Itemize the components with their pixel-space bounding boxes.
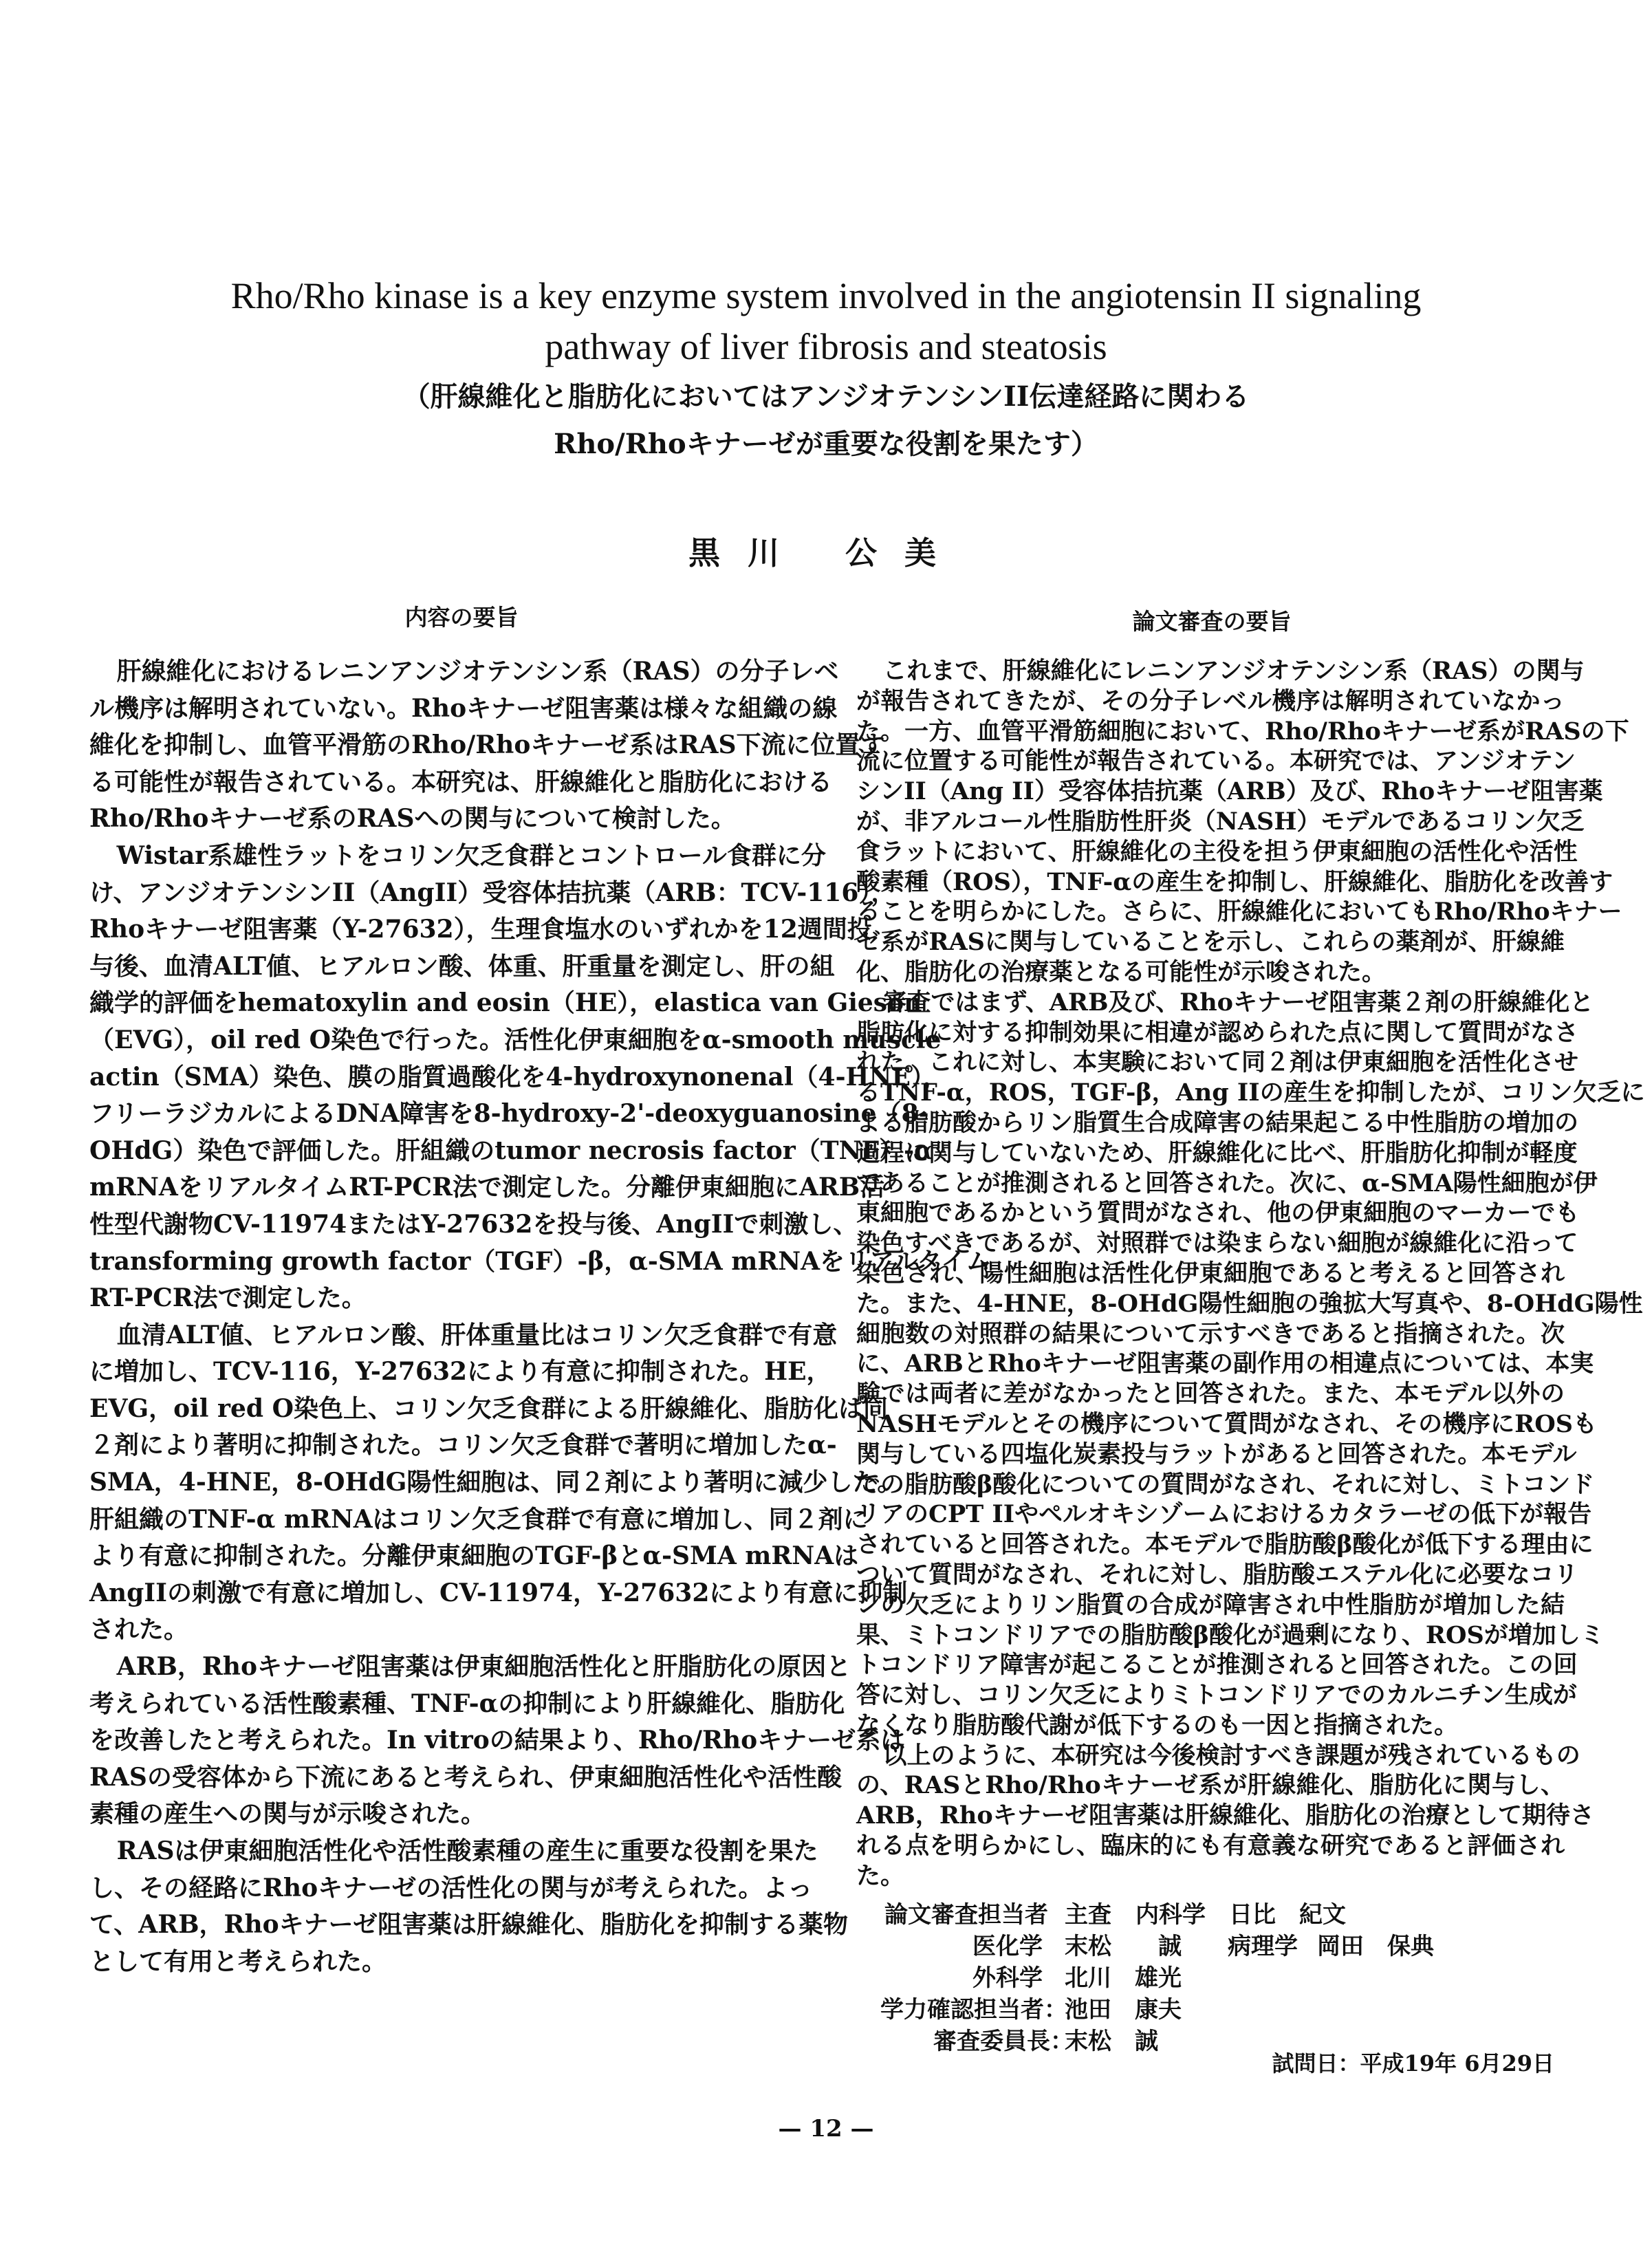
review-column xyxy=(856,656,1645,1891)
text-line: 肝組織のTNF-α mRNAはコリン欠乏食群で有意に増加し、同２剤に xyxy=(89,1504,868,1534)
text-line: た。一方、血管平滑筋細胞において、Rho/Rhoキナーゼ系がRASの下 xyxy=(856,717,1629,746)
text-line: OHdG）染色で評価した。肝組織のtumor necrosis factor（TNF）-α xyxy=(89,1136,933,1165)
text-line: が報告されてきたが、その分子レベル機序は解明されていなかっ xyxy=(856,686,1565,715)
text-line: 考えられている活性酸素種、TNF-αの抑制により肝線維化、脂肪化 xyxy=(89,1689,845,1718)
paragraph xyxy=(856,656,1629,988)
text-line: た。 xyxy=(856,1861,905,1890)
text-line: シンII（Ang II）受容体拮抗薬（ARB）及び、Rhoキナーゼ阻害薬 xyxy=(856,777,1603,806)
text-line: これまで、肝線維化にレニンアンジオテンシン系（RAS）の関与 xyxy=(882,657,1585,685)
text-line: る可能性が報告されている。本研究は、肝線維化と脂肪化における xyxy=(89,767,833,796)
title-english-line-2: pathway of liver fibrosis and steatosis xyxy=(545,326,1107,367)
text-line: 維化を抑制し、血管平滑筋のRho/Rhoキナーゼ系はRAS下流に位置す xyxy=(89,730,885,760)
text-line: actin（SMA）染色、膜の脂質過酸化を4-hydroxynonenal（4-HNE）， xyxy=(89,1062,948,1092)
text-line: るTNF-α，ROS，TGF-β，Ang IIの産生を抑制したが、コリン欠乏に xyxy=(856,1078,1645,1107)
text-line: 与後、血清ALT値、ヒアルロン酸、体重、肝重量を測定し、肝の組 xyxy=(89,951,835,981)
page-number: — 12 — xyxy=(778,2115,874,2143)
summary-heading: 内容の要旨 xyxy=(404,604,519,631)
paragraph xyxy=(856,988,1645,1741)
text-line: よる脂肪酸からリン脂質生合成障害の結果起こる中性脂肪の増加の xyxy=(856,1108,1579,1137)
text-line: 化、脂肪化の治療薬となる可能性が示唆された。 xyxy=(856,957,1387,986)
review-heading: 論文審査の要旨 xyxy=(1132,608,1292,635)
text-line: た。また、4-HNE，8-OHdG陽性細胞の強拡大写真や、8-OHdG陽性 xyxy=(856,1289,1643,1318)
text-line: に、ARBとRhoキナーゼ阻害薬の副作用の相違点については、本実 xyxy=(856,1349,1594,1378)
committee-chair-name: 末松 誠 xyxy=(1065,2028,1158,2055)
text-line: transforming growth factor（TGF）-β，α-SMA mRNAをリアルタイム xyxy=(89,1246,991,1276)
text-line: 食ラットにおいて、肝線維化の主役を担う伊東細胞の活性化や活性 xyxy=(856,837,1578,866)
text-line: 答に対し、コリン欠乏によりミトコンドリアでのカルニチン生成が xyxy=(856,1681,1577,1710)
text-line: なくなり脂肪酸代謝が低下するのも一因と指摘された。 xyxy=(856,1711,1459,1739)
paragraph xyxy=(89,1317,908,1649)
paragraph xyxy=(89,838,991,1317)
text-line: 過程に関与していないため、肝線維化に比べ、肝脂肪化抑制が軽度 xyxy=(856,1138,1578,1167)
text-line: であることが推測されると回答された。次に、α-SMA陽性細胞が伊 xyxy=(856,1169,1598,1197)
text-line: ゼ系がRASに関与していることを示し、これらの薬剤が、肝線維 xyxy=(856,928,1565,957)
text-line: ARB，Rhoキナーゼ阻害薬は伊東細胞活性化と肝脂肪化の原因と xyxy=(116,1652,851,1682)
text-line: ンの欠乏によりリン脂質の合成が障害され中性脂肪が増加した結 xyxy=(856,1590,1565,1619)
reviewer-3-name: 岡田 保典 xyxy=(1317,1933,1434,1960)
text-line: 織学的評価をhematoxylin and eosin（HE），elastica van Gieson xyxy=(89,988,922,1018)
paragraph xyxy=(89,653,885,838)
text-line: EVG，oil red O染色上、コリン欠乏食群による肝線維化、脂肪化は同 xyxy=(89,1393,888,1423)
reviewer-4-dept: 外科学 xyxy=(972,1964,1043,1992)
text-line: フリーラジカルによるDNA障害を8-hydroxy-2'-deoxyguanosine（8- xyxy=(89,1099,929,1129)
author-name: 黒川 公美 xyxy=(688,534,964,572)
text-line: Rho/Rhoキナーゼ系のRASへの関与について検討した。 xyxy=(89,804,736,834)
paragraph xyxy=(856,1741,1595,1891)
reviewer-2-dept: 医化学 xyxy=(972,1933,1043,1960)
ability-confirmer-name: 池田 康夫 xyxy=(1065,1996,1182,2024)
text-line: が、非アルコール性脂肪性肝炎（NASH）モデルであるコリン欠乏 xyxy=(856,807,1585,836)
title-japanese-line-1: （肝線維化と脂肪化においてはアンジオテンシンII伝達経路に関わる xyxy=(402,380,1250,413)
text-line: れる点を明らかにし、臨床的にも有意義な研究であると評価され xyxy=(856,1832,1565,1861)
text-line: 審査ではまず、ARB及び、Rhoキナーゼ阻害薬２剤の肝線維化と xyxy=(882,988,1594,1017)
text-line: 東細胞であるかという質問がなされ、他の伊東細胞のマーカーでも xyxy=(856,1199,1580,1228)
text-line: リアのCPT IIやペルオキシゾームにおけるカタラーゼの低下が報告 xyxy=(856,1500,1592,1529)
exam-date: 試問日：平成19年 6月29日 xyxy=(1272,2050,1554,2076)
text-line: として有用と考えられた。 xyxy=(89,1946,387,1976)
text-line: の、RASとRho/Rhoキナーゼ系が肝線維化、脂肪化に関与し、 xyxy=(856,1771,1565,1800)
chief-label: 主査 xyxy=(1065,1901,1111,1929)
text-line: （EVG），oil red O染色で行った。活性化伊東細胞をα-smooth muscle xyxy=(89,1025,942,1054)
reviewer-3-dept: 病理学 xyxy=(1228,1933,1298,1960)
text-line: 肝線維化におけるレニンアンジオテンシン系（RAS）の分子レベ xyxy=(116,657,839,686)
title-english-line-1: Rho/Rho kinase is a key enzyme system involved in the angiotensin II signaling xyxy=(230,275,1422,316)
text-line: 果、ミトコンドリアでの脂肪酸β酸化が過剰になり、ROSが増加しミ xyxy=(856,1620,1605,1649)
text-line: ついて質問がなされ、それに対し、脂肪酸エステル化に必要なコリ xyxy=(856,1560,1578,1589)
text-line: NASHモデルとその機序について質問がなされ、その機序にROSも xyxy=(856,1409,1597,1438)
text-line: 素種の産生への関与が示唆された。 xyxy=(89,1799,486,1829)
text-line: 酸素種（ROS），TNF-αの産生を抑制し、肝線維化、脂肪化を改善す xyxy=(856,867,1613,896)
text-line: RT-PCR法で測定した。 xyxy=(89,1283,367,1313)
text-line: AngIIの刺激で有意に増加し、CV-11974，Y-27632により有意に抑制 xyxy=(89,1578,908,1607)
text-line: ることを明らかにした。さらに、肝線維化においてもRho/Rhoキナー xyxy=(856,898,1622,926)
text-line: 関与している四塩化炭素投与ラットがあると回答された。本モデル xyxy=(856,1440,1577,1468)
text-line: を改善したと考えられた。In vitroの結果より、Rho/Rhoキナーゼ系は xyxy=(89,1726,906,1755)
text-line: RASは伊東細胞活性化や活性酸素種の産生に重要な役割を果た xyxy=(116,1836,818,1865)
title-japanese-line-2: Rho/Rhoキナーゼが重要な役割を果たす） xyxy=(554,428,1098,460)
text-line: 以上のように、本研究は今後検討すべき課題が残されているもの xyxy=(882,1741,1580,1770)
ability-confirmer-label: 学力確認担当者： xyxy=(880,1996,1067,2024)
committee-chair-label: 審査委員長： xyxy=(933,2028,1074,2055)
examiners-label: 論文審査担当者 xyxy=(884,1901,1048,1929)
text-line: Wistar系雄性ラットをコリン欠乏食群とコントロール食群に分 xyxy=(116,840,826,870)
text-line: RASの受容体から下流にあると考えられ、伊東細胞活性化や活性酸 xyxy=(89,1762,843,1792)
text-line: ２剤により著明に抑制された。コリン欠乏食群で著明に増加したα- xyxy=(89,1431,837,1460)
text-line: された。 xyxy=(89,1615,189,1645)
text-line: 染色され、陽性細胞は活性化伊東細胞であると考えると回答され xyxy=(856,1259,1565,1288)
text-line: 染色すべきであるが、対照群では染まらない細胞が線維化に沿って xyxy=(856,1229,1578,1258)
text-line: ARB，Rhoキナーゼ阻害薬は肝線維化、脂肪化の治療として期待さ xyxy=(856,1801,1595,1830)
paragraph xyxy=(89,1649,906,1833)
chief-dept: 内科学 xyxy=(1135,1901,1206,1929)
chief-name: 日比 紀文 xyxy=(1229,1901,1346,1929)
text-line: て、ARB，Rhoキナーゼ阻害薬は肝線維化、脂肪化を抑制する薬物 xyxy=(89,1910,848,1940)
text-line: より有意に抑制された。分離伊東細胞のTGF-βとα-SMA mRNAは xyxy=(89,1541,859,1571)
text-line: トコンドリア障害が起こることが推測されると回答された。この回 xyxy=(856,1651,1578,1680)
text-line: に増加し、TCV-116，Y-27632により有意に抑制された。HE， xyxy=(89,1357,832,1387)
text-line: 細胞数の対照群の結果について示すべきであると指摘された。次 xyxy=(856,1319,1565,1348)
text-line: 験では両者に差がなかったと回答された。また、本モデル以外の xyxy=(856,1380,1565,1409)
text-line: 血清ALT値、ヒアルロン酸、肝体重量比はコリン欠乏食群で有意 xyxy=(116,1320,838,1349)
text-line: し、その経路にRhoキナーゼの活性化の関与が考えられた。よっ xyxy=(89,1873,813,1902)
text-line: されていると回答された。本モデルで脂肪酸β酸化が低下する理由に xyxy=(856,1530,1594,1559)
text-line: Rhoキナーゼ阻害薬（Y-27632），生理食塩水のいずれかを12週間投 xyxy=(89,915,872,944)
text-line: れた。これに対し、本実験において同２剤は伊東細胞を活性化させ xyxy=(856,1048,1579,1077)
text-line: mRNAをリアルタイムRT-PCR法で測定した。分離伊東細胞にARB活 xyxy=(89,1173,885,1202)
text-line: での脂肪酸β酸化についての質問がなされ、それに対し、ミトコンド xyxy=(856,1470,1595,1499)
reviewer-2-name: 末松 誠 xyxy=(1065,1933,1182,1960)
paragraph xyxy=(89,1833,848,1980)
text-line: 流に位置する可能性が報告されている。本研究では、アンジオテン xyxy=(856,747,1576,776)
reviewer-4-name: 北川 雄光 xyxy=(1065,1964,1182,1992)
text-line: SMA，4-HNE，8-OHdG陽性細胞は、同２剤により著明に減少した。 xyxy=(89,1468,902,1497)
text-line: 脂肪化に対する抑制効果に相違が認められた点に関して質問がなさ xyxy=(856,1018,1579,1047)
text-line: ル機序は解明されていない。Rhoキナーゼ阻害薬は様々な組織の線 xyxy=(89,693,838,723)
text-line: け、アンジオテンシンII（AngII）受容体拮抗薬（ARB：TCV-116）， xyxy=(89,878,896,907)
text-line: 性型代謝物CV-11974またはY-27632を投与後、AngIIで刺激し、 xyxy=(89,1209,858,1239)
